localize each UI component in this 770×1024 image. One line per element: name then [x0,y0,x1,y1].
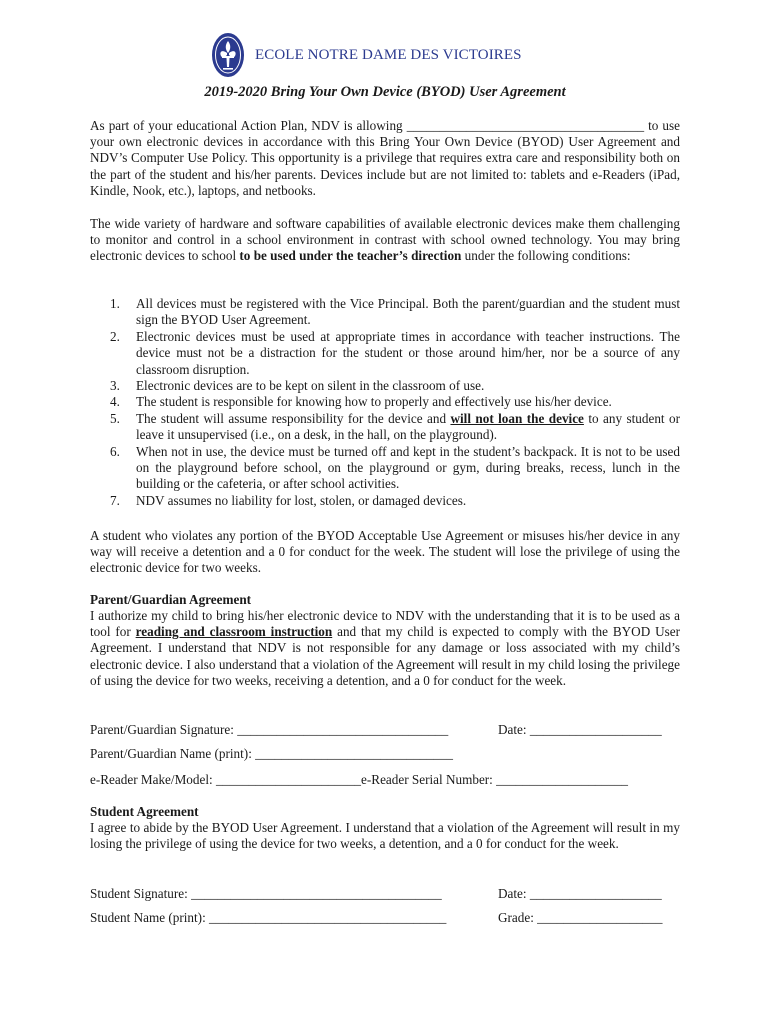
fleur-de-lis-crest-icon [211,32,245,78]
intro-text-before: As part of your educational Action Plan, NDV is allowing [90,118,403,133]
parent-agreement-heading: Parent/Guardian Agreement [90,592,252,607]
student-name-field[interactable]: Student Name (print): ____________________________________ [90,910,447,925]
list-item [90,378,680,394]
list-item [90,444,680,493]
list-item-number: 4. [110,394,120,410]
list-item-text: NDV assumes no liability for lost, stolen, or damaged devices. [136,492,467,508]
student-date-field[interactable]: Date: ____________________ [498,886,662,901]
variety-paragraph [90,216,680,265]
document-title: 2019-2020 Bring Your Own Device (BYOD) User Agreement [204,84,566,100]
list-item-number: 7. [110,492,120,508]
list-item-text-before: The student will assume responsibility for the device and [136,410,447,426]
student-name-row [90,910,682,928]
list-item-number: 3. [110,378,120,394]
list-item-text: Electronic devices must be used at appropriate times in accordance with teacher instructions. The device must not be a distraction for the student or those around him/her, nor be a source of any classroom disruption. [136,328,680,377]
parent-date-field[interactable]: Date: ____________________ [498,722,662,737]
parent-name-field[interactable]: Parent/Guardian Name (print): ______________________________ [90,746,453,761]
student-grade-field[interactable]: Grade: ___________________ [498,910,663,925]
ereader-model-field[interactable]: e-Reader Make/Model: ______________________ [90,772,362,787]
list-item-text: The student is responsible for knowing how to properly and effectively use his/her device. [136,394,612,410]
student-signature-field[interactable]: Student Signature: ______________________________________ [90,886,442,901]
conditions-list [90,296,680,509]
list-item-text-after: to any student or leave it unsupervised (i.e., on a desk, in the hall, on the playground). [136,410,680,443]
student-agreement-paragraph: I agree to abide by the BYOD User Agreement. I understand that a violation of the Agreement will result in my losing the privilege of using the device for two weeks, a detention, and a 0 for conduct for the week. [90,820,680,852]
parent-agreement-paragraph [90,608,680,689]
list-item-number: 6. [110,443,120,459]
ereader-row [90,772,682,790]
list-item-number: 1. [110,296,120,311]
violation-paragraph: A student who violates any portion of the BYOD Acceptable Use Agreement or misuses his/her device in any way will receive a detention and a 0 for conduct for the week. The student will lose the privilege of using the electronic device for two weeks. [90,528,680,576]
list-item-bold-underline: will not loan the device [450,410,584,426]
intro-text-after: to use your own electronic devices in accordance with this Bring Your Own Device (BYOD) User Agreement and NDV’s Computer Use Policy. This opportunity is a privilege that requires extra care and responsibility both on the part of the student and his/her parents. Devices include but are not limited to: tablets and e-Readers (iPad, Kindle, Nook, etc.), laptops, and netbooks. [90,118,681,198]
list-item [90,493,680,509]
list-item [90,296,680,329]
student-agreement-heading: Student Agreement [90,804,199,819]
list-item-text: Electronic devices are to be kept on silent in the classroom of use. [136,378,485,394]
variety-bold-text: to be used under the teacher’s direction [239,248,462,264]
variety-text-before: The wide variety of hardware and software capabilities of available electronic devices make them challenging to monitor and control in a school environment in contrast with school owned technology. You may bring electronic devices to school [90,216,680,264]
parent-text-after: and that my child is expected to comply with the BYOD User Agreement. I understand that NDV is not responsible for any damage or loss associated with my child’s electronic device. I also understand that a violation of the Agreement will result in my child losing the privilege of using the device for two weeks, receiving a detention, and a 0 for conduct for the week. [90,624,680,688]
list-item-text: All devices must be registered with the Vice Principal. Both the parent/guardian and the student must sign the BYOD User Agreement. [136,296,680,328]
parent-name-row [90,746,682,764]
parent-signature-field[interactable]: Parent/Guardian Signature: ________________________________ [90,722,449,737]
list-item [90,394,680,410]
student-name-blank[interactable]: ____________________________________ [406,118,645,133]
parent-bold-underline: reading and classroom instruction [135,624,333,640]
list-item-text: When not in use, the device must be turned off and kept in the student’s backpack. It is not to be used on the playground before school, on the playground or gym, during breaks, recess, lunch in the building or the cafeteria, or after school activities. [136,443,680,492]
parent-signature-row [90,722,682,740]
list-item-number: 5. [110,410,120,426]
student-signature-row [90,886,682,904]
intro-paragraph [90,118,680,199]
letterhead [211,32,522,78]
parent-text-before: I authorize my child to bring his/her electronic device to NDV with the understanding that it is to be used as a tool for [90,608,680,640]
list-item [90,411,680,444]
list-item [90,329,680,378]
school-name: ECOLE NOTRE DAME DES VICTOIRES [255,46,522,63]
ereader-serial-field[interactable]: e-Reader Serial Number: ____________________ [361,772,629,787]
variety-text-after: under the following conditions: [464,248,631,264]
list-item-number: 2. [110,328,120,344]
